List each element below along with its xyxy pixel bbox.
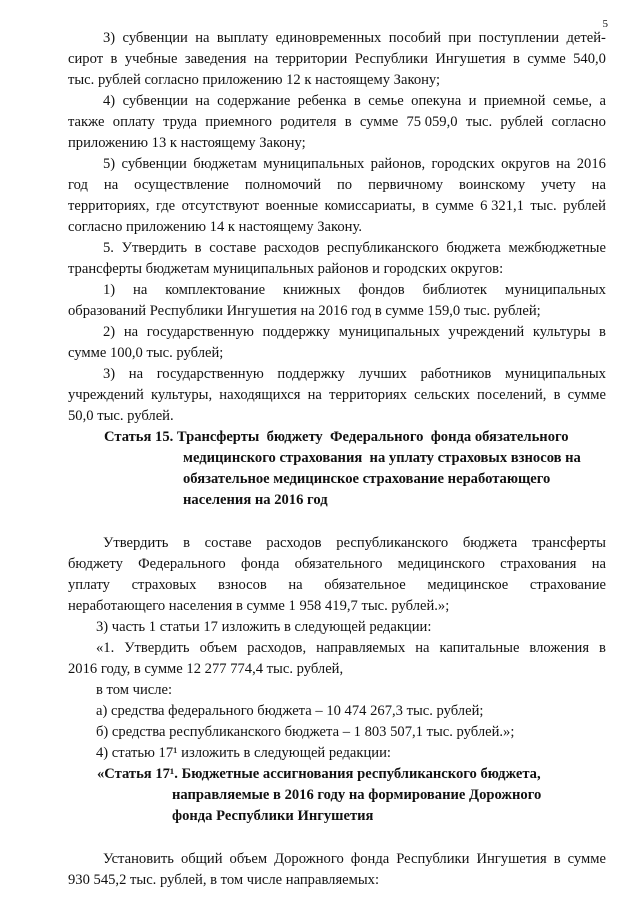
article-17-1-heading: «Статья 17¹. Бюджетные ассигнования республиканского бюджета,	[97, 766, 541, 782]
article-15-heading: Статья 15. Трансферты бюджету Федерального фонда обязательного	[104, 429, 569, 445]
text-line: 3) часть 1 статьи 17 изложить в следующей редакции:	[96, 619, 432, 635]
text-line: образований Республики Ингушетия на 2016 год в сумме 159,0 тыс. рублей;	[68, 303, 541, 319]
text-line: 930 545,2 тыс. рублей, в том числе направляемых:	[68, 872, 380, 888]
article-17-1-heading: фонда Республики Ингушетия	[172, 808, 374, 824]
text-line: 50,0 тыс. рублей.	[68, 408, 174, 424]
text-line: согласно приложению 14 к настоящему Закону.	[68, 219, 362, 235]
text-line: бюджету Федерального фонда обязательного медицинского страхования на	[68, 556, 606, 572]
text-line: 5) субвенции бюджетам муниципальных районов, городских округов на 2016	[103, 156, 606, 172]
text-line: сумме 100,0 тыс. рублей;	[68, 345, 224, 361]
text-line: трансферты бюджетам муниципальных районов и городских округов:	[68, 261, 504, 277]
text-line: приложению 13 к настоящему Закону;	[68, 135, 306, 151]
text-line: 2016 году, в сумме 12 277 774,4 тыс. рублей,	[68, 661, 344, 677]
article-15-heading: обязательное медицинское страхование неработающего	[183, 471, 551, 487]
text-line: также оплату труда приемного родителя в сумме 75 059,0 тыс. рублей согласно	[68, 114, 606, 130]
text-line: б) средства республиканского бюджета – 1 803 507,1 тыс. рублей.»;	[96, 724, 515, 740]
text-line: сирот в учебные заведения на территории Республики Ингушетия в сумме 540,0	[68, 51, 606, 67]
text-line: уплату страховых взносов на обязательное медицинское страхование	[68, 577, 606, 593]
text-line: 5. Утвердить в составе расходов республиканского бюджета межбюджетные	[103, 240, 606, 256]
text-line: «1. Утвердить объем расходов, направляемых на капитальные вложения в	[96, 640, 606, 656]
text-line: 1) на комплектование книжных фондов библиотек муниципальных	[103, 282, 606, 298]
text-line: 4) статью 17¹ изложить в следующей редакции:	[96, 745, 391, 761]
text-line: 4) субвенции на содержание ребенка в семье опекуна и приемной семье, а	[103, 93, 606, 109]
text-line: неработающего населения в сумме 1 958 419,7 тыс. рублей.»;	[68, 598, 450, 614]
text-line: тыс. рублей согласно приложению 12 к настоящему Закону;	[68, 72, 441, 88]
text-line: а) средства федерального бюджета – 10 474 267,3 тыс. рублей;	[96, 703, 484, 719]
text-line: Установить общий объем Дорожного фонда Республики Ингушетия в сумме	[103, 851, 606, 867]
text-line: 3) на государственную поддержку лучших работников муниципальных	[103, 366, 606, 382]
page-number: 5	[602, 18, 608, 30]
text-line: территориях, где отсутствуют военные комиссариаты, в сумме 6 321,1 тыс. рублей	[68, 198, 606, 214]
article-15-heading: населения на 2016 год	[183, 492, 328, 508]
article-15-heading: медицинского страхования на уплату страховых взносов на	[183, 450, 581, 466]
text-line: в том числе:	[96, 682, 173, 698]
article-17-1-heading: направляемые в 2016 году на формирование Дорожного	[172, 787, 542, 803]
text-line: Утвердить в составе расходов республиканского бюджета трансферты	[103, 535, 606, 551]
text-line: 3) субвенции на выплату единовременных пособий при поступлении детей-	[103, 30, 606, 46]
text-line: 2) на государственную поддержку муниципальных учреждений культуры в	[103, 324, 606, 340]
text-line: учреждений культуры, находящихся на территориях сельских поселений, в сумме	[68, 387, 606, 403]
text-line: год на осуществление полномочий по первичному воинскому учету на	[68, 177, 606, 193]
